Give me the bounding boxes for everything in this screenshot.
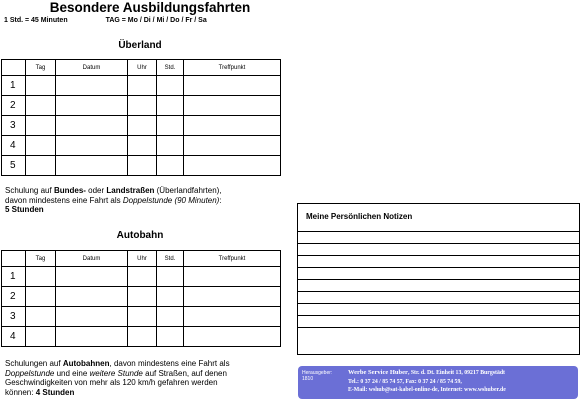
- table-row: [2, 96, 281, 116]
- column-header-uhr: Uhr: [128, 251, 157, 267]
- row-number: 3: [2, 116, 26, 136]
- notes-title: Meine Persönlichen Notizen: [298, 204, 579, 232]
- cell-tag[interactable]: [26, 267, 56, 287]
- note-line[interactable]: [298, 280, 579, 292]
- cell-std[interactable]: [157, 96, 184, 116]
- cell-std[interactable]: [157, 156, 184, 176]
- cell-std[interactable]: [157, 116, 184, 136]
- row-number: 3: [2, 307, 26, 327]
- note-line[interactable]: [298, 244, 579, 256]
- cell-treffpunkt[interactable]: [184, 116, 281, 136]
- section-title-autobahn: Autobahn: [116, 230, 164, 241]
- cell-treffpunkt[interactable]: [184, 267, 281, 287]
- row-number: 5: [2, 156, 26, 176]
- publisher-label: Herausgeber: 1810: [302, 370, 333, 382]
- note-line[interactable]: [298, 316, 579, 328]
- cell-datum[interactable]: [56, 267, 128, 287]
- table-row: [2, 287, 281, 307]
- column-header-treffpunkt: Treffpunkt: [184, 251, 281, 267]
- cell-treffpunkt[interactable]: [184, 307, 281, 327]
- table-row: [2, 267, 281, 287]
- cell-tag[interactable]: [26, 287, 56, 307]
- cell-tag[interactable]: [26, 307, 56, 327]
- cell-datum[interactable]: [56, 76, 128, 96]
- cell-uhr[interactable]: [128, 76, 157, 96]
- cell-datum[interactable]: [56, 96, 128, 116]
- section-title-ueberland: Überland: [118, 40, 162, 51]
- notes-box: [297, 203, 580, 355]
- autobahn-note: Schulungen auf Autobahnen, davon mindestens eine Fahrt als Doppelstunde und eine weitere Stunde auf Straßen, auf denen Geschwindigkeiten von mehr als 120 km/h gefahren werden können: 4 Stunden: [5, 359, 230, 397]
- ueberland-note: Schulung auf Bundes- oder Landstraßen (Überlandfahrten), davon mindestens eine Fahrt als Doppelstunde (90 Minuten): 5 Stunden: [5, 186, 222, 214]
- row-number: 4: [2, 327, 26, 347]
- table-row: [2, 76, 281, 96]
- page-title: Besondere Ausbildungsfahrten: [49, 0, 251, 15]
- publisher-text: [348, 369, 576, 395]
- table-row: [2, 327, 281, 347]
- ueberland-table: [1, 59, 281, 176]
- column-header-number: [2, 60, 26, 76]
- cell-uhr[interactable]: [128, 156, 157, 176]
- table-row: [2, 307, 281, 327]
- cell-datum[interactable]: [56, 116, 128, 136]
- autobahn-table: [1, 250, 281, 347]
- cell-treffpunkt[interactable]: [184, 96, 281, 116]
- cell-datum[interactable]: [56, 136, 128, 156]
- row-number: 2: [2, 96, 26, 116]
- cell-datum[interactable]: [56, 327, 128, 347]
- column-header-uhr: Uhr: [128, 60, 157, 76]
- cell-uhr[interactable]: [128, 267, 157, 287]
- cell-uhr[interactable]: [128, 116, 157, 136]
- column-header-std: Std.: [157, 60, 184, 76]
- cell-uhr[interactable]: [128, 327, 157, 347]
- cell-std[interactable]: [157, 287, 184, 307]
- table-row: [2, 136, 281, 156]
- note-line[interactable]: [298, 292, 579, 304]
- cell-uhr[interactable]: [128, 96, 157, 116]
- note-line[interactable]: [298, 304, 579, 316]
- cell-uhr[interactable]: [128, 136, 157, 156]
- info-line: [4, 17, 207, 24]
- column-header-number: [2, 251, 26, 267]
- publisher-name: Werbe Service Huber: [348, 369, 408, 376]
- cell-tag[interactable]: [26, 327, 56, 347]
- tag-info: TAG = Mo / Di / Mi / Do / Fr / Sa: [105, 17, 207, 24]
- row-number: 2: [2, 287, 26, 307]
- cell-std[interactable]: [157, 267, 184, 287]
- cell-tag[interactable]: [26, 136, 56, 156]
- cell-tag[interactable]: [26, 116, 56, 136]
- publisher-address: , Str. d. Dt. Einheit 13, 09217 Burgstädt: [407, 370, 505, 376]
- cell-treffpunkt[interactable]: [184, 156, 281, 176]
- notes-lines: [298, 232, 579, 340]
- publisher-box: [298, 366, 578, 399]
- row-number: 1: [2, 76, 26, 96]
- cell-std[interactable]: [157, 76, 184, 96]
- std-info: 1 Std. = 45 Minuten: [4, 17, 68, 24]
- row-number: 4: [2, 136, 26, 156]
- cell-treffpunkt[interactable]: [184, 327, 281, 347]
- publisher-phone: Tel.: 0 37 24 / 85 74 57, Fax: 0 37 24 / 85 74 59,: [348, 378, 462, 385]
- cell-datum[interactable]: [56, 156, 128, 176]
- cell-uhr[interactable]: [128, 307, 157, 327]
- table-row: [2, 156, 281, 176]
- publisher-email: E-Mail: wshub@sat-kabel-online-de, Internet: www.wshuber.de: [348, 387, 506, 393]
- cell-tag[interactable]: [26, 96, 56, 116]
- cell-std[interactable]: [157, 307, 184, 327]
- note-line[interactable]: [298, 268, 579, 280]
- cell-tag[interactable]: [26, 76, 56, 96]
- column-header-treffpunkt: Treffpunkt: [184, 60, 281, 76]
- cell-uhr[interactable]: [128, 287, 157, 307]
- table-header-row: [2, 251, 281, 267]
- cell-tag[interactable]: [26, 156, 56, 176]
- cell-std[interactable]: [157, 327, 184, 347]
- note-line[interactable]: [298, 328, 579, 340]
- column-header-std: Std.: [157, 251, 184, 267]
- cell-std[interactable]: [157, 136, 184, 156]
- table-row: [2, 116, 281, 136]
- column-header-tag: Tag: [26, 251, 56, 267]
- note-line[interactable]: [298, 256, 579, 268]
- table-header-row: [2, 60, 281, 76]
- cell-datum[interactable]: [56, 287, 128, 307]
- column-header-tag: Tag: [26, 60, 56, 76]
- cell-treffpunkt[interactable]: [184, 76, 281, 96]
- cell-datum[interactable]: [56, 307, 128, 327]
- column-header-datum: Datum: [56, 60, 128, 76]
- cell-treffpunkt[interactable]: [184, 136, 281, 156]
- note-line[interactable]: [298, 232, 579, 244]
- row-number: 1: [2, 267, 26, 287]
- column-header-datum: Datum: [56, 251, 128, 267]
- publisher-address-line: [348, 369, 576, 378]
- cell-treffpunkt[interactable]: [184, 287, 281, 307]
